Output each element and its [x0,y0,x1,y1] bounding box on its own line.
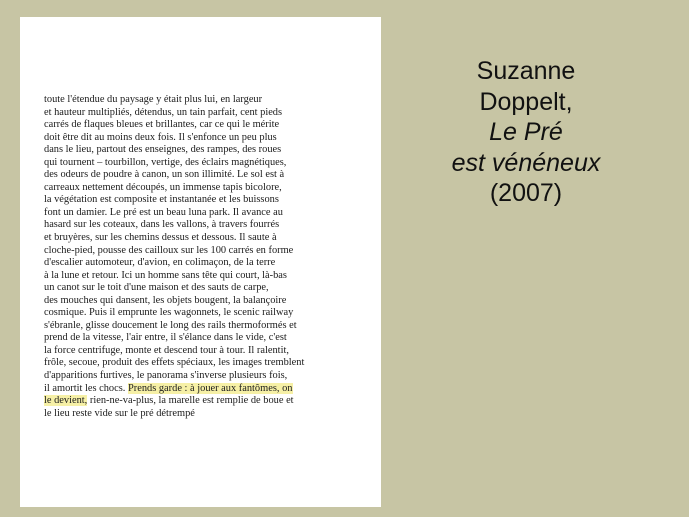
title-work-part2: est vénéneux [451,148,601,177]
text-line: à la lune et retour. Ici un homme sans tête qui court, là-bas [44,269,287,281]
text-line: carrés de flaques bleues et brillantes, car ce qui le mérite [44,119,280,131]
page-text [44,94,374,420]
title-line-3 [408,148,644,179]
text-line: doit être dit au moins deux fois. Il s'enfonce un peu plus [44,131,277,143]
text-fragment: il amortit les chocs. [44,382,128,394]
text-line: dans le lieu, partout des enseignes, des rampes, des roues [44,144,282,156]
text-line: qui tournent – tourbillon, vertige, des éclairs magnétiques, [44,156,287,168]
text-line: hasard sur les coteaux, dans les vallons, à travers fourrés [44,219,280,231]
text-line [44,383,374,396]
text-line: et bruyères, sur les chemins dessus et dessous. Il saute à [44,232,277,244]
slide-title [408,56,644,209]
text-line: carreaux nettement découpés, un immense tapis bicolore, [44,181,282,193]
text-line [44,395,374,408]
title-author-first: Suzanne [476,57,576,85]
text-line: font un damier. Le pré est un beau luna park. Il avance au [44,206,283,218]
text-line: s'ébranle, glisse doucement le long des rails thermoformés et [44,319,297,331]
text-line: frôle, secoue, produit des effets spéciaux, les images tremblent [44,357,305,369]
text-fragment: rien-ne-va-plus, la marelle est remplie de boue et [87,395,294,407]
text-line: des odeurs de poudre à canon, un son illimité. Le sol est à [44,169,285,181]
text-line: la végétation est composite et instantanée et les buissons [44,194,279,206]
text-line: cloche-pied, pousse des cailloux sur les 100 carrés en forme [44,244,294,256]
title-author-last: Doppelt, [479,87,573,116]
text-line: d'apparitions furtives, le panorama s'inverse plusieurs fois, [44,370,288,382]
title-year: (2007) [489,179,563,207]
text-line: le lieu reste vide sur le pré détrempé [44,407,195,419]
highlighted-text: le devient, [44,395,88,407]
book-page [20,17,381,507]
text-line: et hauteur multipliés, détendus, un tain parfait, cent pieds [44,106,283,118]
text-line: d'escalier automoteur, d'avion, en colimaçon, de la terre [44,257,276,269]
text-line: des mouches qui dansent, les objets bougent, la balançoire [44,294,287,306]
title-line-2 [408,87,644,148]
text-line: la force centrifuge, monte et descend tour à tour. Il ralentit, [44,344,289,356]
highlighted-text: Prends garde : à jouer aux fantômes, on [127,382,293,394]
text-line: prend de la vitesse, l'air entre, il s'élance dans le vide, c'est [44,332,287,344]
text-line: un canot sur le toit d'une maison et des sauts de carpe, [44,282,269,294]
text-line: toute l'étendue du paysage y était plus lui, en largeur [44,94,263,105]
title-work-part1: Le Pré [489,118,563,146]
text-line: cosmique. Puis il emprunte les wagonnets, le scenic railway [44,307,294,319]
